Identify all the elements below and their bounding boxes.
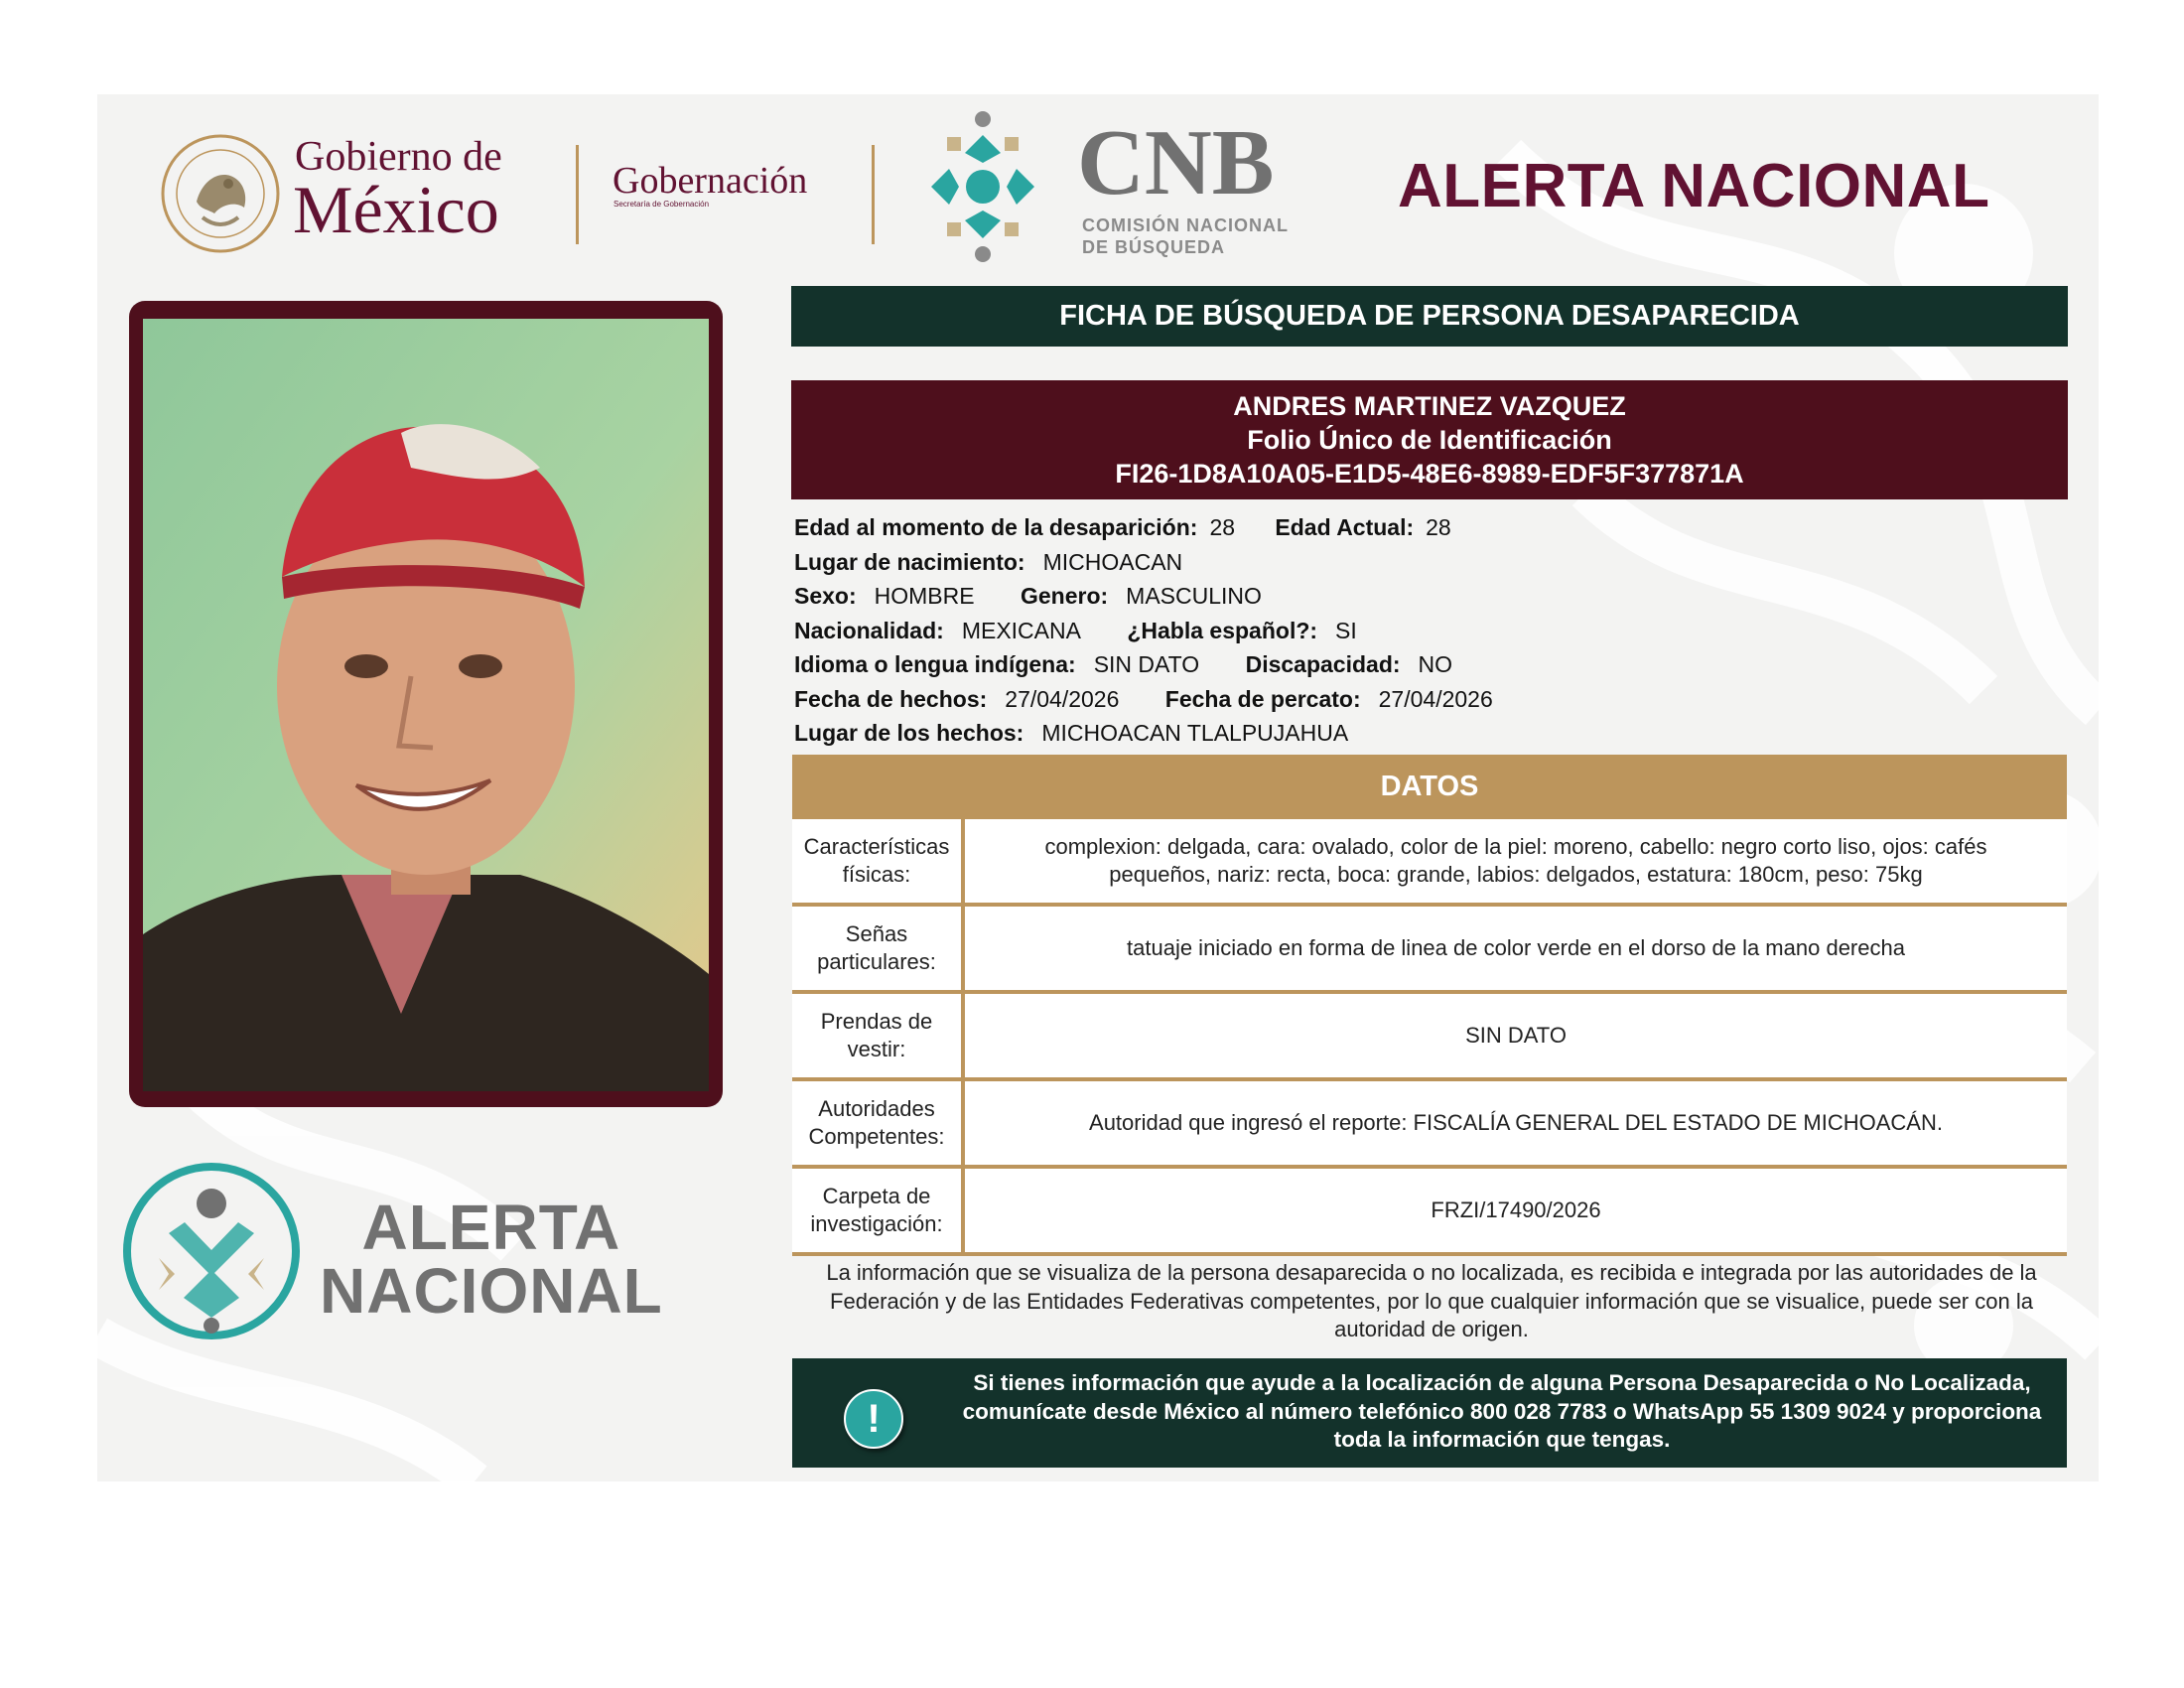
info-row-nacimiento — [794, 545, 1527, 580]
exclamation-icon: ! — [844, 1389, 903, 1449]
person-name-bar — [791, 380, 2068, 499]
gobernacion-logo: Gobernación — [613, 160, 808, 202]
alerta-nacional-emblem-icon — [119, 1159, 304, 1343]
lugar-hechos-value: MICHOACAN TLALPUJAHUA — [1041, 720, 1349, 746]
edad-actual-label: Edad Actual: — [1275, 514, 1415, 540]
nacionalidad-value: MEXICANA — [961, 617, 1081, 643]
datos-row — [792, 1081, 2067, 1169]
gobernacion-subtitle: Secretaría de Gobernación — [614, 200, 710, 209]
discapacidad-value: NO — [1418, 651, 1453, 677]
info-row-sexo — [794, 579, 1527, 614]
datos-row — [792, 994, 2067, 1081]
alerta-logo-line1: ALERTA — [361, 1192, 621, 1263]
habla-espanol-label: ¿Habla español?: — [1127, 617, 1318, 643]
info-row-lugar-hechos — [794, 716, 1527, 751]
idioma-label: Idioma o lengua indígena: — [794, 651, 1076, 677]
fecha-percato-value: 27/04/2026 — [1378, 685, 1493, 712]
datos-label: Señas particulares: — [792, 907, 965, 990]
lugar-nacimiento-label: Lugar de nacimiento: — [794, 548, 1025, 575]
header-divider — [576, 145, 579, 244]
edad-actual-value: 28 — [1426, 514, 1451, 540]
datos-label: Prendas de vestir: — [792, 994, 965, 1077]
info-row-nacionalidad — [794, 614, 1527, 648]
photo-frame — [129, 301, 723, 1107]
discapacidad-label: Discapacidad: — [1245, 651, 1401, 677]
alerta-nacional-logo-text — [320, 1192, 663, 1327]
datos-label: Carpeta de investigación: — [792, 1169, 965, 1252]
datos-value: SIN DATO — [1465, 1023, 1567, 1048]
gob-line2: México — [293, 172, 499, 247]
sexo-value: HOMBRE — [874, 583, 975, 609]
datos-row — [792, 907, 2067, 994]
info-row-idioma — [794, 647, 1527, 682]
gob-line1: Gobierno de — [295, 134, 502, 180]
datos-value: complexion: delgada, cara: ovalado, color de la piel: moreno, cabello: negro corto liso, ojos: cafés pequeños, nariz: recta, boca: grande, labios: delgados, estatura: 180cm, peso: 75kg — [1044, 834, 1987, 887]
ficha-title-bar: FICHA DE BÚSQUEDA DE PERSONA DESAPARECIDA — [791, 286, 2068, 347]
genero-value: MASCULINO — [1126, 583, 1262, 609]
info-row-edad — [794, 510, 1527, 545]
person-photo — [143, 319, 709, 1091]
genero-label: Genero: — [1020, 583, 1109, 609]
folio-value: FI26-1D8A10A05-E1D5-48E6-8989-EDF5F377871A — [1115, 459, 1744, 489]
fecha-percato-label: Fecha de percato: — [1164, 685, 1361, 712]
cnb-title: CNB — [1077, 111, 1275, 214]
national-seal-icon — [159, 132, 282, 255]
header-divider-2 — [872, 145, 875, 244]
sexo-label: Sexo: — [794, 583, 857, 609]
cnb-subtitle-2: DE BÚSQUEDA — [1082, 237, 1226, 257]
lugar-hechos-label: Lugar de los hechos: — [794, 720, 1024, 746]
datos-label: Autoridades Competentes: — [792, 1081, 965, 1165]
datos-row — [792, 1169, 2067, 1256]
nacionalidad-label: Nacionalidad: — [794, 617, 944, 643]
idioma-value: SIN DATO — [1093, 651, 1200, 677]
edad-desaparicion-value: 28 — [1209, 514, 1236, 540]
datos-row — [792, 819, 2067, 907]
disclaimer-text: La información que se visualiza de la persona desaparecida o no localizada, es recibida e integrada por las autoridades de la Federación y de las Entidades Federativas competentes, por lo que cualquier información que se visualice, puede ser con la autoridad de origen. — [826, 1260, 2037, 1341]
datos-value: FRZI/17490/2026 — [1431, 1197, 1601, 1222]
alert-title: ALERTA NACIONAL — [1398, 152, 1990, 220]
contact-bar — [792, 1358, 2067, 1468]
person-name: ANDRES MARTINEZ VAZQUEZ — [1233, 391, 1626, 421]
edad-desaparicion-label: Edad al momento de la desaparición: — [794, 514, 1198, 540]
contact-message: Si tienes información que ayude a la localización de alguna Persona Desaparecida o No Localizada, comunícate desde México al número telefónico 800 028 7783 o WhatsApp 55 1309 9024 y proporciona toda la información que tengas. — [962, 1370, 2042, 1452]
fecha-hechos-label: Fecha de hechos: — [794, 685, 988, 712]
datos-value: Autoridad que ingresó el reporte: FISCALÍA GENERAL DEL ESTADO DE MICHOACÁN. — [1089, 1110, 1943, 1135]
info-row-fechas — [794, 682, 1527, 717]
cnb-emblem-icon — [903, 107, 1062, 266]
alerta-logo-line2: NACIONAL — [320, 1255, 663, 1327]
cnb-subtitle-1: COMISIÓN NACIONAL — [1082, 215, 1289, 235]
fecha-hechos-value: 27/04/2026 — [1005, 685, 1120, 712]
datos-table — [792, 819, 2067, 1256]
person-info — [794, 510, 1527, 751]
datos-value: tatuaje iniciado en forma de linea de color verde en el dorso de la mano derecha — [1127, 935, 1905, 960]
habla-espanol-value: SI — [1335, 617, 1357, 643]
datos-title-bar: DATOS — [792, 755, 2067, 819]
folio-label: Folio Único de Identificación — [1247, 425, 1612, 455]
lugar-nacimiento-value: MICHOACAN — [1042, 548, 1183, 575]
datos-label: Características físicas: — [792, 819, 965, 903]
